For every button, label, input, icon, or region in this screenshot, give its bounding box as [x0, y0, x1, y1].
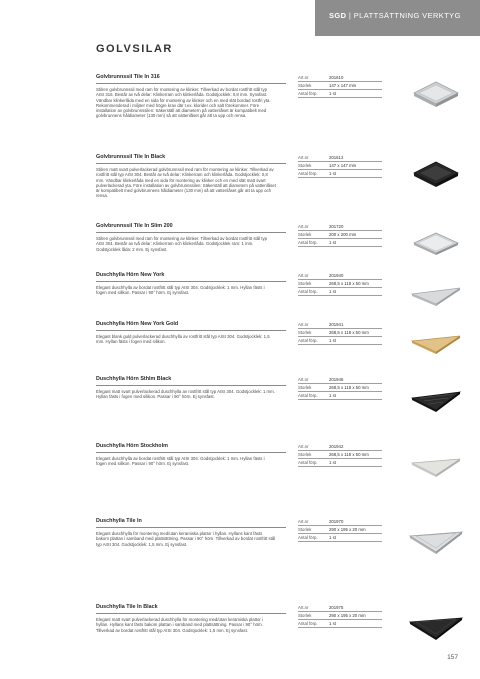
product-name: Golvbrunnssil Tile In Black — [96, 154, 286, 164]
spec-size-label: Storlek — [298, 83, 312, 88]
spec-table — [298, 518, 382, 542]
spec-art-value: 201940 — [329, 273, 344, 278]
product-description: Elegant matt svart pulverlackerad duschhylla för montering med/utan keramiska plattor i hyllan. Hyllans kant fästs bakom plattan i samband med plattsättning. Passar i 90° hörn. Tillverkad av bordat rostfritt stål typ AISI 304. Godstjocklek: 1,5 mm. Ej synsfast. — [96, 617, 263, 633]
product-name: Duschhylla Hörn Stockholm — [96, 443, 286, 453]
spec-qty-label: Antal förp. — [298, 338, 318, 343]
spec-art-label: Art.nr — [298, 75, 309, 80]
product-item — [96, 223, 466, 252]
spec-size-value: 200 x 200 mm — [329, 232, 357, 237]
spec-table — [298, 321, 382, 345]
product-name: Duschhylla Hörn New York — [96, 272, 286, 282]
spec-size-label: Storlek — [298, 613, 312, 618]
spec-qty-label: Antal förp. — [298, 91, 318, 96]
spec-art-label: Art.nr — [298, 273, 309, 278]
spec-size-value: 268,5 x 118 x 50 mm — [329, 281, 369, 286]
spec-size-value: 268,5 x 118 x 50 mm — [329, 452, 369, 457]
spec-size-label: Storlek — [298, 163, 312, 168]
spec-qty-value: 1 st — [329, 289, 336, 294]
spec-size-value: 147 x 147 mm — [329, 83, 357, 88]
spec-art-label: Art.nr — [298, 444, 309, 449]
spec-size-label: Storlek — [298, 452, 312, 457]
product-description: Stilren golvbrunnssil med ram för montering av klinker. Tillverkad av bordat rostfritt stål typ AISI 316. Består av två delar: Klinkerram och klinkerlåda. Godstjocklek: 0,8 mm. Synsfast. Vändbar klinkerlåda med en sida för montering av klinker och en med slät bordad rostfri yta. Rekommenderad i miljöer med högre krav där t.ex. klorider och salt förekommer. Före installation av golvbrunnssilen: Säkerställ att diametern på vattenlåset är kompatibelt med golvbrunnens håldiameter (130 mm) så att vattenlåset går att ta upp och rensa. — [96, 87, 271, 119]
spec-table — [298, 74, 382, 98]
spec-size-value: 290 x 195 x 20 mm — [329, 527, 366, 532]
product-description: Elegant duschhylla av bordat rostfritt stål typ AISI 304. Godstjocklek: 1 mm. Hyllan fästs i fogen med silikon. Passar i 90° hörn. Ej synsfast. — [96, 285, 265, 296]
spec-art-label: Art.nr — [298, 519, 309, 524]
corner-shelf-steel-image — [406, 274, 466, 314]
spec-qty-value: 1 st — [329, 240, 336, 245]
product-description: Elegant blank guld pulverlackerad duschhylla av rostfritt stål typ AISI 304. Godstjocklek: 1,5 mm. Hyllan fästs i fogen med silikon. — [96, 334, 270, 345]
square-drain-black-image — [406, 156, 466, 196]
spec-art-label: Art.nr — [298, 322, 309, 327]
spec-qty-value: 1 st — [329, 171, 336, 176]
spec-art-value: 201942 — [329, 444, 344, 449]
product-name: Golvbrunnssil Tile In 316 — [96, 74, 286, 84]
product-name: Duschhylla Tile In — [96, 518, 286, 528]
square-drain-slim-image — [406, 225, 466, 265]
spec-art-label: Art.nr — [298, 155, 309, 160]
product-name: Duschhylla Tile In Black — [96, 604, 286, 614]
product-name: Duschhylla Hörn Sthlm Black — [96, 376, 286, 386]
product-item — [96, 443, 466, 467]
product-item — [96, 518, 466, 547]
header-separator: | — [346, 11, 354, 20]
product-name: Golvbrunnssil Tile In Slim 200 — [96, 223, 286, 233]
spec-art-value: 201612 — [329, 155, 344, 160]
spec-art-label: Art.nr — [298, 377, 309, 382]
spec-table — [298, 272, 382, 296]
product-description: Elegant matt svart pulverlackerad duschhylla av rostfritt stål typ AISI 304. Godstjocklek: 1 mm. Hyllan fästs i fogen med silikon. Passar i 90° hörn. Ej synsfast. — [96, 389, 275, 400]
corner-shelf-white-image — [406, 445, 466, 485]
spec-qty-label: Antal förp. — [298, 621, 318, 626]
spec-table — [298, 604, 382, 628]
section-title: GOLVSILAR — [96, 43, 173, 55]
corner-shelf-black-image — [406, 378, 466, 418]
spec-qty-label: Antal förp. — [298, 460, 318, 465]
spec-art-value: 201610 — [329, 75, 344, 80]
spec-size-value: 290 x 195 x 20 mm — [329, 613, 366, 618]
spec-size-label: Storlek — [298, 527, 312, 532]
spec-qty-value: 1 st — [329, 91, 336, 96]
spec-size-label: Storlek — [298, 330, 312, 335]
spec-size-label: Storlek — [298, 385, 312, 390]
product-item — [96, 376, 466, 400]
spec-size-label: Storlek — [298, 281, 312, 286]
spec-table — [298, 376, 382, 400]
square-drain-steel-image — [406, 76, 466, 116]
product-name: Duschhylla Hörn New York Gold — [96, 321, 286, 331]
spec-qty-value: 1 st — [329, 338, 336, 343]
tile-in-shelf-black-image — [406, 606, 466, 646]
product-description: Elegant duschhylla av bordat rostfritt stål typ AISI 304. Godstjocklek: 1 mm. Hyllan fästs i fogen med silikon. Passar i 90° hörn. Ej synsfast. — [96, 456, 265, 467]
spec-size-value: 268,5 x 118 x 50 mm — [329, 330, 369, 335]
spec-art-label: Art.nr — [298, 605, 309, 610]
spec-qty-label: Antal förp. — [298, 535, 318, 540]
spec-table — [298, 443, 382, 467]
spec-qty-label: Antal förp. — [298, 393, 318, 398]
spec-size-label: Storlek — [298, 232, 312, 237]
spec-qty-label: Antal förp. — [298, 289, 318, 294]
product-description: Elegant duschhylla för montering med/utan keramiska plattor i hyllan. Hyllans kant fästs bakom plattan i samband med plattsättning. Passar i 90° hörn. Tillverkad av bordat rostfritt stål typ AISI 304. Godstjocklek: 1,5 mm. Ej synsfast. — [96, 531, 276, 547]
brand-label: SGD — [329, 11, 347, 20]
spec-qty-value: 1 st — [329, 535, 336, 540]
spec-qty-label: Antal förp. — [298, 171, 318, 176]
spec-qty-value: 1 st — [329, 393, 336, 398]
category-label: PLATTSÄTTNING VERKTYG — [353, 11, 461, 20]
spec-table — [298, 223, 382, 247]
spec-art-value: 201946 — [329, 377, 344, 382]
tile-in-shelf-steel-image — [406, 520, 466, 560]
spec-size-value: 147 x 147 mm — [329, 163, 357, 168]
spec-qty-value: 1 st — [329, 621, 336, 626]
product-description: Stilren golvbrunnssil med ram för montering av klinker. Tillverkad av bordat rostfritt stål typ AISI 304. Består av två delar: Klinkerram och klinkerlåda. Godstjocklek ram: 1 mm. Godstjocklek låda: 2 mm. Ej synsfast. — [96, 236, 267, 252]
product-item — [96, 321, 466, 345]
spec-size-value: 268,5 x 118 x 50 mm — [329, 385, 369, 390]
product-item — [96, 74, 466, 119]
spec-qty-value: 1 st — [329, 460, 336, 465]
spec-art-value: 201970 — [329, 519, 344, 524]
product-item — [96, 154, 466, 199]
product-item — [96, 272, 466, 296]
product-description: Stilren matt svart pulverlackerad golvbrunnssil med ram för montering av klinker. Tillverkad av rostfritt stål typ AISI 304. Består av två delar: Klinkerram och klinkerlåda. Godstjocklek: 0,8 mm. Vändbar klinkerlåda med en sida för montering av klinker och en med slät matt svart pulverlackerad yta. Före installation av golvbrunnssilen: Säkerställ att diametern på vattenlåset är kompatibelt med golvbrunnens håldiameter (130 mm) så att vattenlåset går att ta upp och rensa. — [96, 167, 276, 199]
spec-qty-label: Antal förp. — [298, 240, 318, 245]
spec-art-value: 201720 — [329, 224, 344, 229]
corner-shelf-gold-image — [406, 323, 466, 363]
spec-art-value: 201941 — [329, 322, 344, 327]
spec-art-label: Art.nr — [298, 224, 309, 229]
product-item — [96, 604, 466, 633]
page-number: 157 — [447, 654, 458, 661]
page-header-bar — [315, 0, 480, 36]
spec-table — [298, 154, 382, 178]
spec-art-value: 201975 — [329, 605, 344, 610]
